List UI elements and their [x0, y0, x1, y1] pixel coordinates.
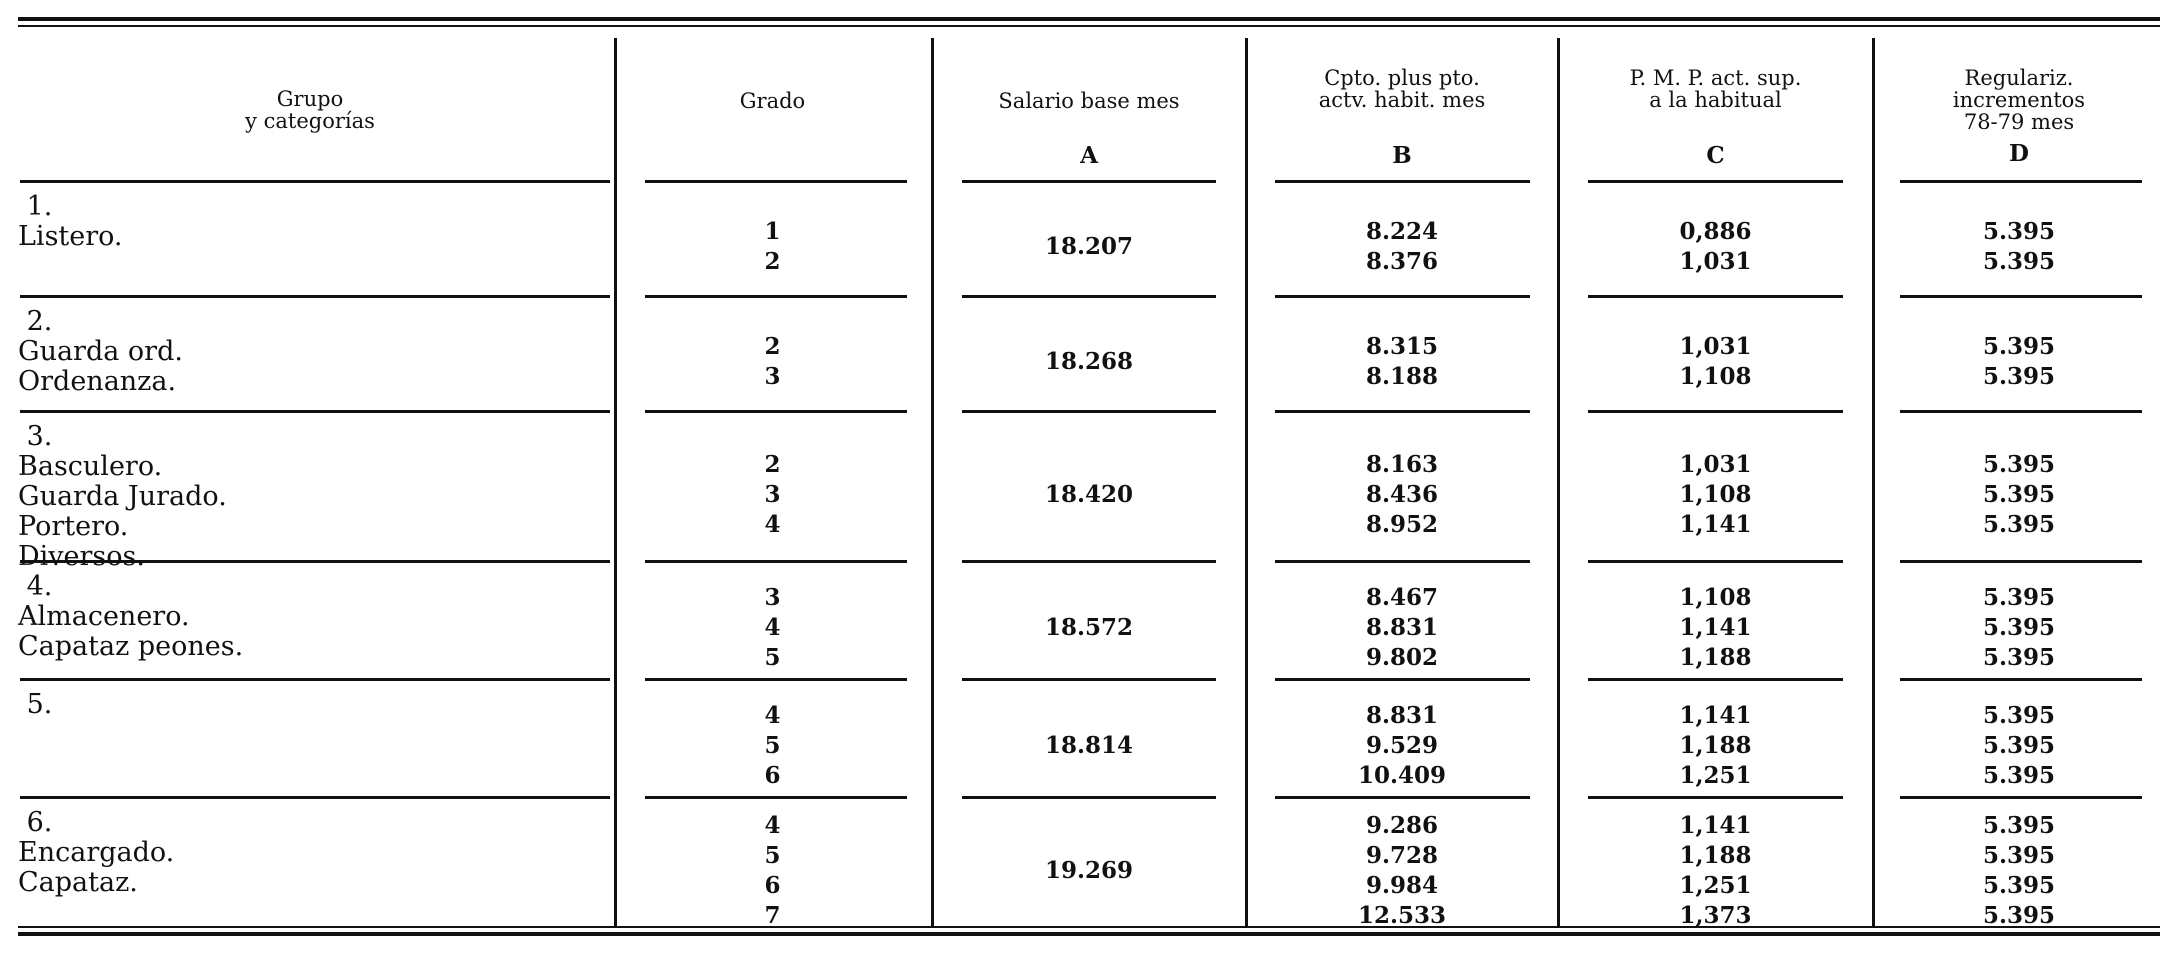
cell-salario: 18.420: [1044, 480, 1134, 508]
row-separator: [1588, 560, 1843, 563]
header-pmp: P. M. P. act. sup. a la habitual: [1629, 66, 1802, 112]
header-regul: Regulariz. incrementos 78-79 mes: [1952, 66, 2086, 134]
row-separator: [962, 180, 1216, 183]
group-label: 3. Basculero. Guarda Jurado. Portero. Diversos.: [18, 421, 227, 572]
column-letter-c: C: [1706, 142, 1725, 169]
row-separator: [962, 560, 1216, 563]
row-separator: [1900, 560, 2142, 563]
row-separator: [645, 180, 907, 183]
row-separator: [962, 295, 1216, 298]
row-separator: [1275, 295, 1530, 298]
header-cpto: Cpto. plus pto. actv. habit. mes: [1318, 66, 1486, 112]
cell-salario: 18.814: [1044, 732, 1134, 759]
row-separator: [20, 295, 610, 298]
group-label: 2. Guarda ord. Ordenanza.: [18, 306, 183, 397]
row-separator: [20, 180, 610, 183]
cell-regul: 5.395 5.395 5.395 5.395: [1982, 811, 2056, 929]
cell-regul: 5.395 5.395 5.395: [1982, 450, 2056, 538]
cell-pmp: 0,886 1,031: [1679, 218, 1752, 275]
row-separator: [962, 678, 1216, 681]
bottom-rule-thick: [18, 932, 2160, 936]
cell-salario: 18.207: [1044, 233, 1134, 260]
row-separator: [962, 796, 1216, 799]
cell-cpto: 8.163 8.436 8.952: [1365, 450, 1439, 538]
column-divider: [931, 38, 934, 926]
cell-pmp: 1,141 1,188 1,251: [1679, 702, 1752, 789]
group-label: 4. Almacenero. Capataz peones.: [18, 571, 244, 662]
cell-cpto: 8.315 8.188: [1365, 333, 1439, 390]
row-separator: [1900, 410, 2142, 413]
header-salario: Salario base mes: [998, 89, 1180, 113]
column-letter-a: A: [1080, 142, 1098, 169]
column-letter-d: D: [2009, 140, 2029, 167]
row-separator: [1900, 295, 2142, 298]
row-separator: [645, 295, 907, 298]
cell-regul: 5.395 5.395: [1982, 218, 2056, 275]
cell-grado: 3 4 5: [764, 584, 781, 671]
top-rule-thick: [18, 17, 2160, 21]
row-separator: [1588, 678, 1843, 681]
cell-grado: 1 2: [764, 218, 781, 275]
row-separator: [1900, 678, 2142, 681]
row-separator: [1588, 796, 1843, 799]
cell-grado: 2 3: [764, 333, 781, 390]
row-separator: [1275, 678, 1530, 681]
row-separator: [1275, 180, 1530, 183]
cell-cpto: 9.286 9.728 9.984 12.533: [1357, 811, 1447, 929]
group-label: 6. Encargado. Capataz.: [18, 807, 175, 898]
header-grado: Grado: [739, 89, 806, 113]
cell-salario: 19.269: [1044, 856, 1134, 884]
top-rule-thin: [18, 25, 2160, 27]
row-separator: [1275, 796, 1530, 799]
row-separator: [1900, 180, 2142, 183]
row-separator: [1588, 180, 1843, 183]
row-separator: [1588, 410, 1843, 413]
column-divider: [1872, 38, 1875, 926]
cell-cpto: 8.224 8.376: [1365, 218, 1439, 275]
column-divider: [614, 38, 617, 926]
cell-grado: 4 5 6: [764, 702, 781, 789]
group-label: 1. Listero.: [18, 191, 123, 252]
row-separator: [645, 560, 907, 563]
cell-regul: 5.395 5.395: [1982, 333, 2056, 390]
cell-regul: 5.395 5.395 5.395: [1982, 584, 2056, 671]
cell-regul: 5.395 5.395 5.395: [1982, 702, 2056, 789]
row-separator: [1275, 560, 1530, 563]
column-divider: [1245, 38, 1248, 926]
column-divider: [1557, 38, 1560, 926]
cell-pmp: 1,031 1,108 1,141: [1679, 450, 1752, 538]
row-separator: [20, 410, 610, 413]
cell-cpto: 8.467 8.831 9.802: [1365, 584, 1439, 671]
row-separator: [1275, 410, 1530, 413]
cell-cpto: 8.831 9.529 10.409: [1357, 702, 1447, 789]
row-separator: [645, 410, 907, 413]
cell-salario: 18.572: [1044, 614, 1134, 641]
cell-salario: 18.268: [1044, 348, 1134, 375]
row-separator: [1588, 295, 1843, 298]
row-separator: [645, 796, 907, 799]
row-separator: [20, 678, 610, 681]
header-grupo: Grupo y categorías: [245, 87, 375, 133]
column-letter-b: B: [1392, 142, 1412, 169]
row-separator: [20, 796, 610, 799]
cell-pmp: 1,108 1,141 1,188: [1679, 584, 1752, 671]
row-separator: [1900, 796, 2142, 799]
row-separator: [645, 678, 907, 681]
row-separator: [962, 410, 1216, 413]
cell-pmp: 1,031 1,108: [1679, 333, 1752, 390]
group-label: 5.: [18, 689, 53, 720]
cell-pmp: 1,141 1,188 1,251 1,373: [1679, 811, 1752, 929]
cell-grado: 2 3 4: [764, 450, 781, 538]
cell-grado: 4 5 6 7: [764, 811, 781, 929]
